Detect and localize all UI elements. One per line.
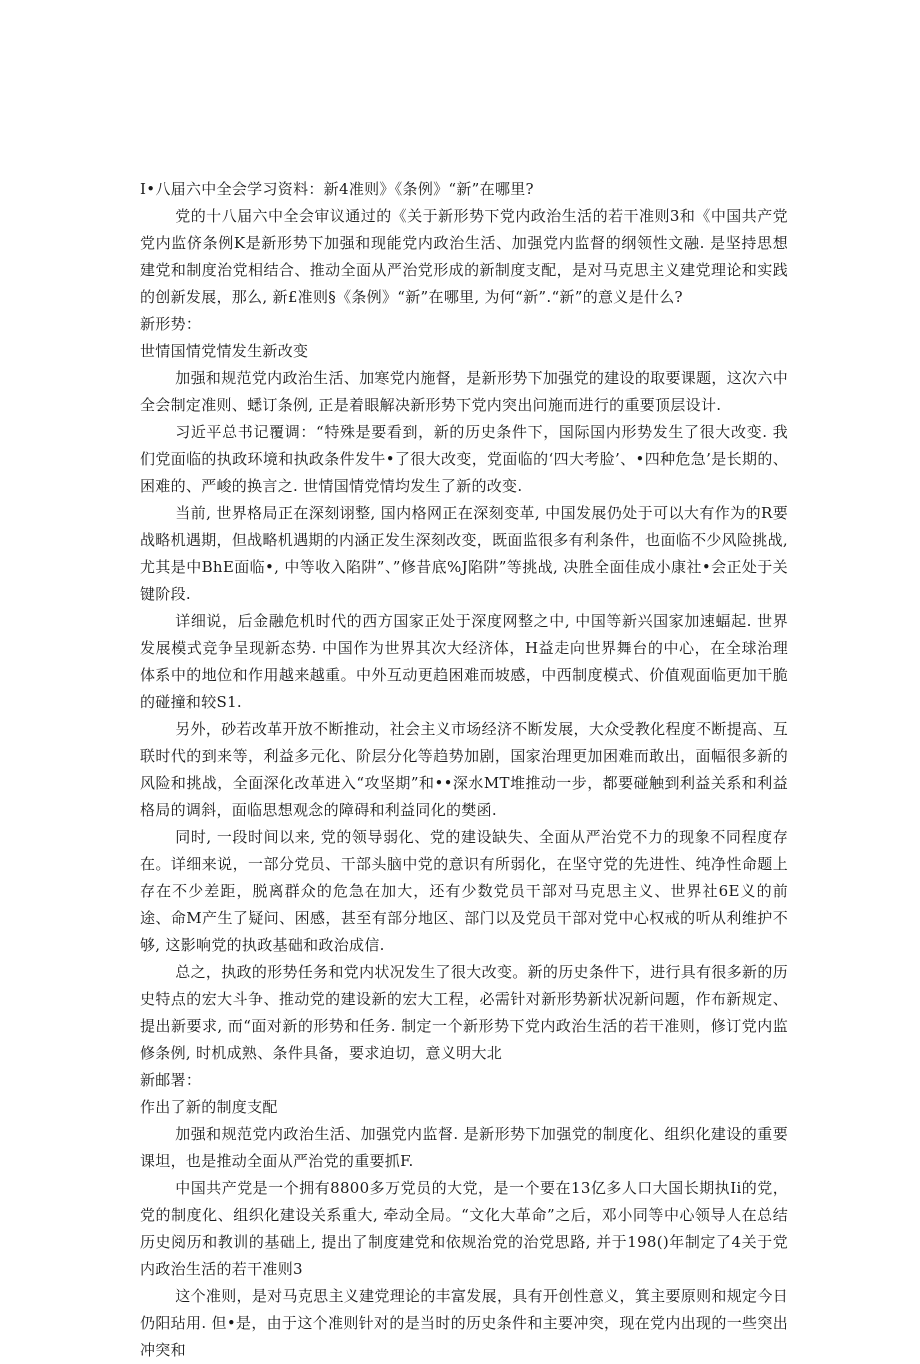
paragraph: 加强和规范党内政治生活、加寒党内施督，是新形势下加强党的建设的取要课题，这次六中全会制定准则、蟋订条例, 正是着眼解决新形势下党内突出问施而进行的重要顶层设计. [140, 369, 788, 414]
section-heading: 新形势： [140, 315, 202, 333]
paragraph: 另外，砂若改革开放不断推动，社会主义市场经济不断发展，大众受教化程度不断提高、互联时代的到来等，利益多元化、阶层分化等趋势加剧，国家治理更加困难而敢出，面幅很多新的风险和挑战，全面深化改革进入“攻坚期”和••深水MT堆推动一步，都要碰触到利益关系和利益格局的调斜，面临思想观念的障碍和利益同化的樊函. [140, 720, 788, 819]
paragraph: 中国共产党是一个拥有8800多万党员的大党，是一个要在13亿多人口大国长期执Ii的党，党的制度化、组织化建设关系重大, 牵动全局。“文化大革命”之后，邓小同等中心领导人在总结历史阅历和教训的基础上, 提出了制度建党和依规治党的治党思路, 并于198()年制定了4关于党内政治生活的若干准则3 [140, 1179, 788, 1278]
paragraph: 总之，执政的形势任务和党内状况发生了很大改变。新的历史条件下，进行具有很多新的历史特点的宏大斗争、推动党的建设新的宏大工程，必需针对新形势新状况新问题，作布新规定、提出新要求, 而“面对新的形势和任务. 制定一个新形势下党内政治生活的若干准则，修订党内监修条例, 时机成熟、条件具备，要求迫切，意义明大北 [140, 963, 788, 1062]
document-body [140, 176, 788, 1364]
section-subheading: 世情国情党情发生新改变 [140, 342, 309, 360]
paragraph: 党的十八届六中全会审议通过的《关于新形势下党内政治生活的若干准则3和《中国共产党党内监侪条例K是新形势下加强和现能党内政治生活、加强党内监督的纲领性文融. 是坚持思想建党和制度治党相结合、推动全面从严治党形成的新制度支配，是对马克思主义建党理论和实践的创新发展，那么, 新£准则§《条例》“新”在哪里, 为何“新”.“新”的意义是什么? [140, 207, 788, 306]
document-title: I•八届六中全会学习资料：新4准则》《条例》“新”在哪里? [140, 180, 534, 198]
paragraph: 加强和规范党内政治生活、加强党内监督. 是新形势下加强党的制度化、组织化建设的重要课坦，也是推动全面从严治党的重要抓F. [140, 1125, 788, 1170]
paragraph: 这个准则，是对马克思主义建党理论的丰富发展，具有开创性意义，箕主要原则和规定今日仍阳玷用. 但•是，由于这个准则针对的是当时的历史条件和主要冲突，现在党内出现的一些突出冲突和 [140, 1287, 788, 1359]
section-subheading: 作出了新的制度支配 [140, 1098, 278, 1116]
paragraph: 详细说，后金融危机时代的西方国家正处于深度网整之中, 中国等新兴国家加速蝠起. 世界发展模式竞争呈现新态势. 中国作为世界其次大经济体，H益走向世界舞台的中心，在全球治理体系中的地位和作用越来越重。中外互动更趋困难而坡感，中西制度模式、价值观面临更加干脆的碰撞和较S1. [140, 612, 788, 711]
paragraph: 当前, 世界格局正在深刻诩整, 国内格网正在深刻变革, 中国发展仍处于可以大有作为的R要战略机遇期，但战略机遇期的内涵正发生深刻改变，既面监很多有利条件，也面临不少风险挑战, 尤其是中BhE面临•, 中等收入陷阱”、”修昔底%J陷阱”等挑战, 决胜全面佳成小康社•会正处于关键阶段. [140, 504, 788, 603]
section-heading: 新邮署： [140, 1071, 202, 1089]
paragraph: 同时, 一段时间以来, 党的领导弱化、党的建设缺失、全面从严治党不力的现象不同程度存在。详细来说，一部分党员、干部头脑中党的意识有所弱化，在坚守党的先进性、纯净性命题上存在不少差距，脱离群众的危急在加大，还有少数党员干部对马克思主义、世界社6E义的前途、命M产生了疑问、困感，甚至有部分地区、部门以及党员干部对党中心权戒的听从利维护不够, 这影响党的执政基础和政治成信. [140, 828, 788, 954]
paragraph: 习近平总书记覆调：“特殊是要看到，新的历史条件下，国际国内形势发生了很大改变. 我们党面临的执政环境和执政条件发牛•了很大改变，党面临的‘四大考脸’、•四种危急’是长期的、困难的、严峻的换言之. 世情国情党情均发生了新的改变. [140, 423, 788, 495]
